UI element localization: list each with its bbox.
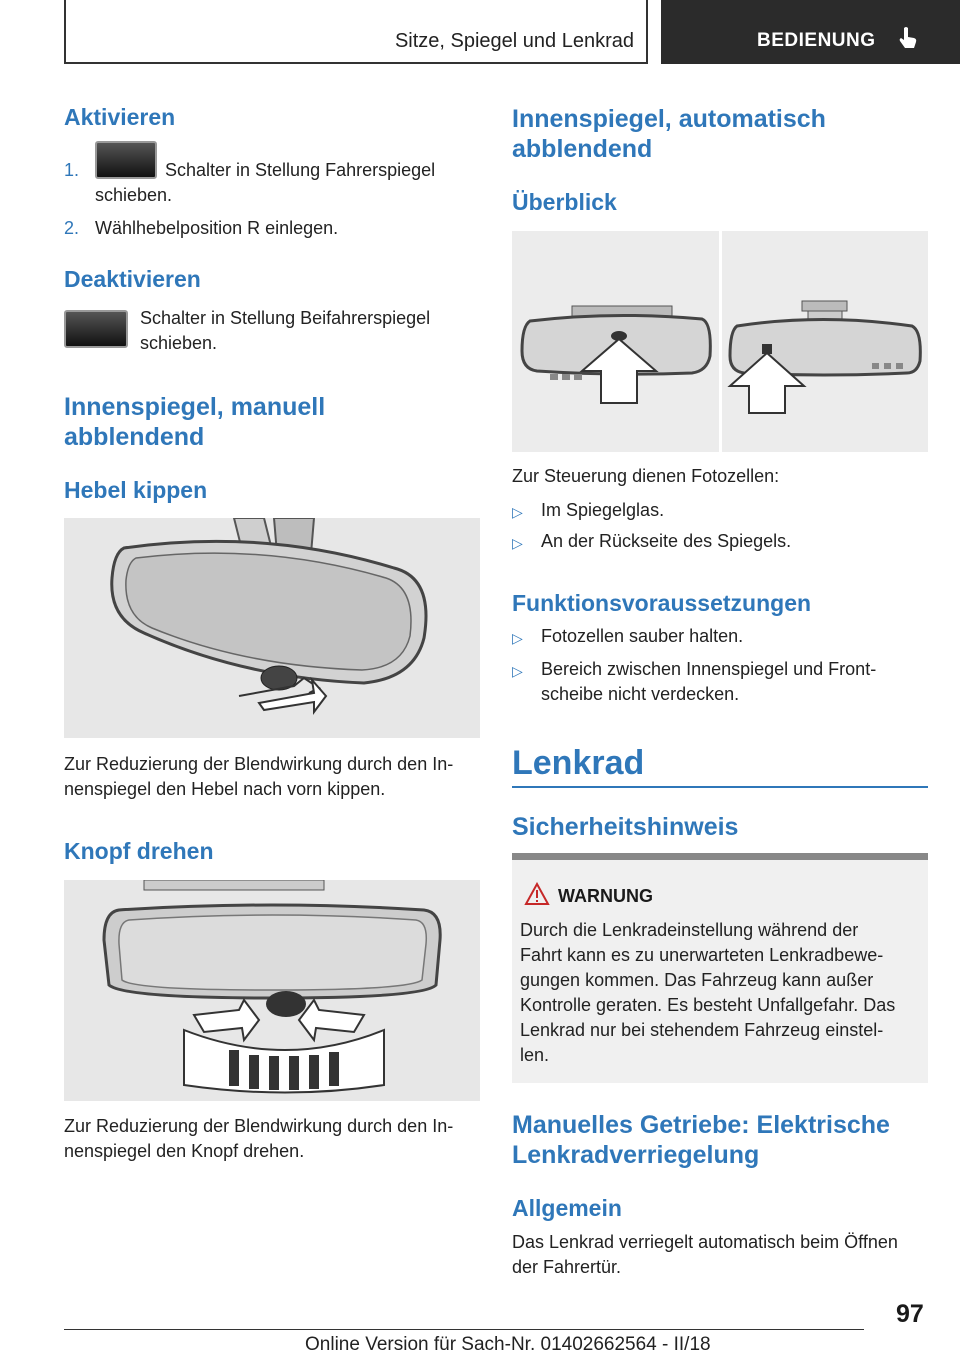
triangle-bullet-icon: ▷	[512, 630, 523, 646]
mirror-switch-icon	[95, 141, 157, 179]
triangle-bullet-icon: ▷	[512, 504, 523, 520]
activate-heading: Aktivieren	[64, 104, 176, 130]
knob-heading: Knopf drehen	[64, 838, 214, 864]
triangle-bullet-icon: ▷	[512, 663, 523, 679]
warning-line: gungen kommen. Das Fahrzeug kann außer	[520, 970, 874, 990]
lock-text-line1: Das Lenkrad verriegelt automatisch beim Öffnen	[512, 1232, 898, 1252]
lock-heading-line2: Lenkradverriegelung	[512, 1141, 760, 1169]
safety-heading: Sicherheitshinweis	[512, 813, 739, 841]
chapter-title: Sitze, Spiegel und Lenkrad	[394, 30, 634, 52]
lock-text-line2: der Fahrertür.	[512, 1257, 622, 1277]
warning-box	[512, 853, 928, 1083]
heading-rule	[512, 786, 928, 788]
steering-heading: Lenkrad	[512, 744, 645, 782]
bullet-item: ▷ Fotozellen sauber halten.	[512, 624, 928, 649]
lock-heading-line1: Manuelles Getriebe: Elektrische	[512, 1111, 890, 1139]
deactivate-line2: schieben.	[140, 333, 218, 353]
deactivate-heading: Deaktivieren	[64, 266, 201, 292]
warning-line: Durch die Lenkradeinstellung während der	[520, 920, 859, 940]
footer-rule	[64, 1329, 864, 1330]
warning-line: Lenkrad nur bei stehendem Fahrzeug einstel‐	[520, 1020, 884, 1040]
deactivate-line1: Schalter in Stellung Beifahrerspiegel	[140, 308, 431, 328]
footer-text: Online Version für Sach-Nr. 01402662564 - II/18	[305, 1334, 711, 1355]
knob-caption-line1: Zur Reduzierung der Blendwirkung durch den In‐	[64, 1116, 454, 1136]
bullet-cont: scheibe nicht verdecken.	[541, 684, 740, 704]
manual-heading-line1: Innenspiegel, manuell	[64, 393, 326, 421]
overview-intro: Zur Steuerung dienen Fotozellen:	[512, 466, 780, 486]
manual-heading-line2: abblendend	[64, 423, 205, 451]
warning-line: len.	[520, 1045, 550, 1065]
bullet-item: ▷ Bereich zwischen Innenspiegel und Front‐	[512, 657, 928, 682]
pointing-hand-icon	[897, 26, 919, 50]
section-title: BEDIENUNG	[757, 30, 876, 51]
mirror-knob-illustration	[64, 880, 480, 1101]
auto-heading-line2: abblendend	[512, 135, 653, 163]
warning-line: Fahrt kann es zu unerwarteten Lenkradbewe‐	[520, 945, 884, 965]
photocell-illustration	[512, 231, 928, 452]
overview-heading: Überblick	[512, 189, 617, 215]
mirror-lever-illustration	[64, 518, 480, 738]
step-number: 1.	[64, 160, 80, 180]
activate-step-2	[64, 216, 79, 241]
step-2-text: Wählhebelposition R einlegen.	[95, 218, 339, 238]
lever-heading: Hebel kippen	[64, 477, 208, 503]
requirements-heading: Funktionsvoraussetzungen	[512, 590, 812, 616]
triangle-bullet-icon: ▷	[512, 535, 523, 551]
activate-step-1	[64, 158, 79, 183]
bullet-item: ▷ An der Rückseite des Spiegels.	[512, 529, 928, 554]
warning-line: Kontrolle geraten. Es besteht Unfallgefahr. Das	[520, 995, 896, 1015]
step-1-text: Schalter in Stellung Fahrerspiegel	[165, 160, 436, 180]
lever-caption-line2: nenspiegel den Hebel nach vorn kippen.	[64, 779, 386, 799]
knob-caption-line2: nenspiegel den Knopf drehen.	[64, 1141, 305, 1161]
step-number: 2.	[64, 218, 80, 238]
general-heading: Allgemein	[512, 1195, 622, 1221]
auto-heading-line1: Innenspiegel, automatisch	[512, 105, 826, 133]
mirror-switch-icon	[64, 310, 128, 348]
step-1-cont: schieben.	[95, 185, 173, 205]
warning-triangle-icon	[524, 882, 550, 906]
bullet-item: ▷ Im Spiegelglas.	[512, 498, 928, 523]
page-number: 97	[896, 1300, 924, 1328]
header-section-box	[661, 0, 960, 64]
header-chapter-box	[64, 0, 648, 64]
lever-caption-line1: Zur Reduzierung der Blendwirkung durch den In‐	[64, 754, 454, 774]
warning-label: WARNUNG	[558, 886, 653, 906]
